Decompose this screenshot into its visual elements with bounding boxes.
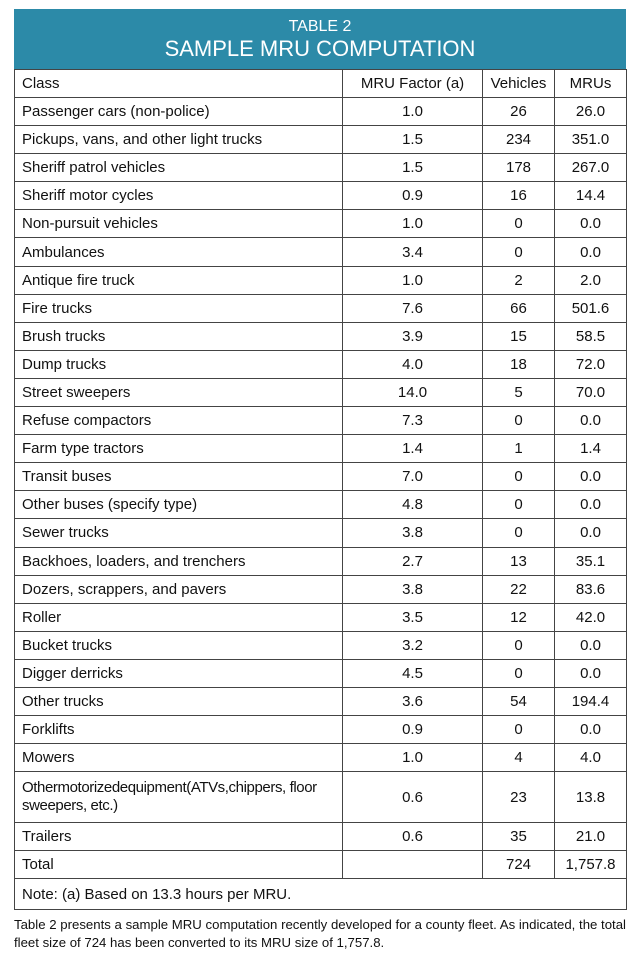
- cell-mru-factor: 3.6: [343, 687, 483, 715]
- cell-vehicles: 5: [483, 378, 555, 406]
- note-row: [15, 879, 627, 910]
- cell-mru-factor: 1.4: [343, 435, 483, 463]
- table-row: [15, 744, 627, 772]
- cell-mru-factor: 14.0: [343, 378, 483, 406]
- total-label: Total: [15, 851, 343, 879]
- mru-table-container: [14, 9, 626, 910]
- cell-class: Sewer trucks: [15, 519, 343, 547]
- table-header: [14, 9, 626, 69]
- cell-mru-factor: 3.4: [343, 238, 483, 266]
- cell-mrus: 0.0: [555, 631, 627, 659]
- column-header-mru-factor: MRU Factor (a): [343, 70, 483, 98]
- cell-class: Ambulances: [15, 238, 343, 266]
- cell-mrus: 351.0: [555, 126, 627, 154]
- cell-vehicles: 35: [483, 823, 555, 851]
- table-row: [15, 322, 627, 350]
- cell-mrus: 72.0: [555, 350, 627, 378]
- cell-vehicles: 12: [483, 603, 555, 631]
- table-row: [15, 407, 627, 435]
- cell-mru-factor: 0.6: [343, 823, 483, 851]
- table-row: [15, 519, 627, 547]
- table-row: [15, 350, 627, 378]
- cell-mru-factor: 0.9: [343, 182, 483, 210]
- table-row: [15, 823, 627, 851]
- cell-class: Digger derricks: [15, 659, 343, 687]
- column-header-class: Class: [15, 70, 343, 98]
- table-row: [15, 238, 627, 266]
- cell-vehicles: 26: [483, 98, 555, 126]
- cell-class: Other buses (specify type): [15, 491, 343, 519]
- cell-vehicles: 0: [483, 407, 555, 435]
- cell-mrus: 4.0: [555, 744, 627, 772]
- cell-mrus: 21.0: [555, 823, 627, 851]
- cell-mrus: 0.0: [555, 407, 627, 435]
- cell-mru-factor: 4.0: [343, 350, 483, 378]
- cell-mrus: 0.0: [555, 210, 627, 238]
- cell-class: Trailers: [15, 823, 343, 851]
- table-title: SAMPLE MRU COMPUTATION: [164, 36, 476, 61]
- table-row: [15, 98, 627, 126]
- table-row: [15, 463, 627, 491]
- table-row: [15, 182, 627, 210]
- cell-mru-factor: 0.9: [343, 716, 483, 744]
- cell-mru-factor: 1.0: [343, 266, 483, 294]
- cell-class: Backhoes, loaders, and trenchers: [15, 547, 343, 575]
- table-row: [15, 294, 627, 322]
- cell-vehicles: 18: [483, 350, 555, 378]
- cell-mru-factor: 3.8: [343, 519, 483, 547]
- cell-class: Antique fire truck: [15, 266, 343, 294]
- cell-mrus: 26.0: [555, 98, 627, 126]
- cell-class: Farm type tractors: [15, 435, 343, 463]
- table-row: [15, 687, 627, 715]
- cell-class: Street sweepers: [15, 378, 343, 406]
- cell-class: Othermotorizedequipment(ATVs,chippers, floor sweepers, etc.): [15, 772, 343, 823]
- cell-vehicles: 23: [483, 772, 555, 823]
- cell-mrus: 0.0: [555, 491, 627, 519]
- cell-mrus: 1.4: [555, 435, 627, 463]
- cell-class: Sheriff motor cycles: [15, 182, 343, 210]
- cell-mrus: 13.8: [555, 772, 627, 823]
- mru-table: [14, 69, 627, 910]
- cell-mru-factor: 2.7: [343, 547, 483, 575]
- cell-mru-factor: 3.9: [343, 322, 483, 350]
- cell-class: Dump trucks: [15, 350, 343, 378]
- cell-mru-factor: 1.5: [343, 126, 483, 154]
- cell-class: Other trucks: [15, 687, 343, 715]
- cell-vehicles: 0: [483, 210, 555, 238]
- cell-vehicles: 2: [483, 266, 555, 294]
- cell-vehicles: 15: [483, 322, 555, 350]
- table-row: [15, 631, 627, 659]
- table-row: [15, 126, 627, 154]
- cell-class: Roller: [15, 603, 343, 631]
- cell-vehicles: 0: [483, 463, 555, 491]
- cell-vehicles: 0: [483, 659, 555, 687]
- cell-vehicles: 234: [483, 126, 555, 154]
- cell-vehicles: 66: [483, 294, 555, 322]
- cell-mru-factor: 0.6: [343, 772, 483, 823]
- cell-mru-factor: 1.0: [343, 210, 483, 238]
- cell-vehicles: 0: [483, 519, 555, 547]
- cell-vehicles: 22: [483, 575, 555, 603]
- cell-mru-factor: 3.8: [343, 575, 483, 603]
- column-header-mrus: MRUs: [555, 70, 627, 98]
- cell-class: Bucket trucks: [15, 631, 343, 659]
- cell-class: Dozers, scrappers, and pavers: [15, 575, 343, 603]
- cell-class: Sheriff patrol vehicles: [15, 154, 343, 182]
- table-row: [15, 266, 627, 294]
- cell-mrus: 0.0: [555, 659, 627, 687]
- table-caption: Table 2 presents a sample MRU computation recently developed for a county fleet. As indicated, the total fleet size of 724 has been converted to its MRU size of 1,757.8.: [14, 917, 626, 950]
- cell-class: Brush trucks: [15, 322, 343, 350]
- table-row: [15, 716, 627, 744]
- cell-vehicles: 16: [483, 182, 555, 210]
- cell-mrus: 194.4: [555, 687, 627, 715]
- cell-class: Non-pursuit vehicles: [15, 210, 343, 238]
- cell-class: Refuse compactors: [15, 407, 343, 435]
- table-row: [15, 772, 627, 823]
- cell-mru-factor: 7.6: [343, 294, 483, 322]
- column-header-vehicles: Vehicles: [483, 70, 555, 98]
- cell-mrus: 0.0: [555, 519, 627, 547]
- total-vehicles: 724: [483, 851, 555, 879]
- cell-mrus: 0.0: [555, 463, 627, 491]
- cell-vehicles: 0: [483, 716, 555, 744]
- table-row: [15, 603, 627, 631]
- table-body: [15, 98, 627, 910]
- cell-vehicles: 54: [483, 687, 555, 715]
- cell-mrus: 58.5: [555, 322, 627, 350]
- cell-mrus: 42.0: [555, 603, 627, 631]
- table-row: [15, 154, 627, 182]
- cell-vehicles: 1: [483, 435, 555, 463]
- cell-mrus: 83.6: [555, 575, 627, 603]
- total-mru-factor: [343, 851, 483, 879]
- cell-mru-factor: 4.8: [343, 491, 483, 519]
- cell-mrus: 35.1: [555, 547, 627, 575]
- table-row: [15, 659, 627, 687]
- cell-mrus: 70.0: [555, 378, 627, 406]
- table-row: [15, 378, 627, 406]
- cell-mrus: 0.0: [555, 238, 627, 266]
- table-row: [15, 575, 627, 603]
- cell-class: Transit buses: [15, 463, 343, 491]
- cell-vehicles: 0: [483, 631, 555, 659]
- cell-mru-factor: 3.5: [343, 603, 483, 631]
- cell-mrus: 2.0: [555, 266, 627, 294]
- cell-mru-factor: 7.3: [343, 407, 483, 435]
- cell-class: Mowers: [15, 744, 343, 772]
- cell-mru-factor: 4.5: [343, 659, 483, 687]
- total-mrus: 1,757.8: [555, 851, 627, 879]
- cell-mrus: 267.0: [555, 154, 627, 182]
- table-row: [15, 435, 627, 463]
- table-row: [15, 547, 627, 575]
- cell-mru-factor: 1.0: [343, 744, 483, 772]
- cell-mru-factor: 1.0: [343, 98, 483, 126]
- cell-vehicles: 0: [483, 238, 555, 266]
- cell-mru-factor: 1.5: [343, 154, 483, 182]
- table-note: Note: (a) Based on 13.3 hours per MRU.: [15, 879, 627, 910]
- table-row: [15, 210, 627, 238]
- cell-class: Pickups, vans, and other light trucks: [15, 126, 343, 154]
- column-header-row: [15, 70, 627, 98]
- cell-class: Forklifts: [15, 716, 343, 744]
- cell-mru-factor: 7.0: [343, 463, 483, 491]
- cell-vehicles: 4: [483, 744, 555, 772]
- table-number: TABLE 2: [288, 18, 352, 35]
- cell-mrus: 501.6: [555, 294, 627, 322]
- cell-vehicles: 0: [483, 491, 555, 519]
- cell-mrus: 0.0: [555, 716, 627, 744]
- cell-mrus: 14.4: [555, 182, 627, 210]
- cell-class: Passenger cars (non-police): [15, 98, 343, 126]
- table-row: [15, 491, 627, 519]
- cell-class: Fire trucks: [15, 294, 343, 322]
- cell-vehicles: 13: [483, 547, 555, 575]
- cell-vehicles: 178: [483, 154, 555, 182]
- total-row: [15, 851, 627, 879]
- cell-mru-factor: 3.2: [343, 631, 483, 659]
